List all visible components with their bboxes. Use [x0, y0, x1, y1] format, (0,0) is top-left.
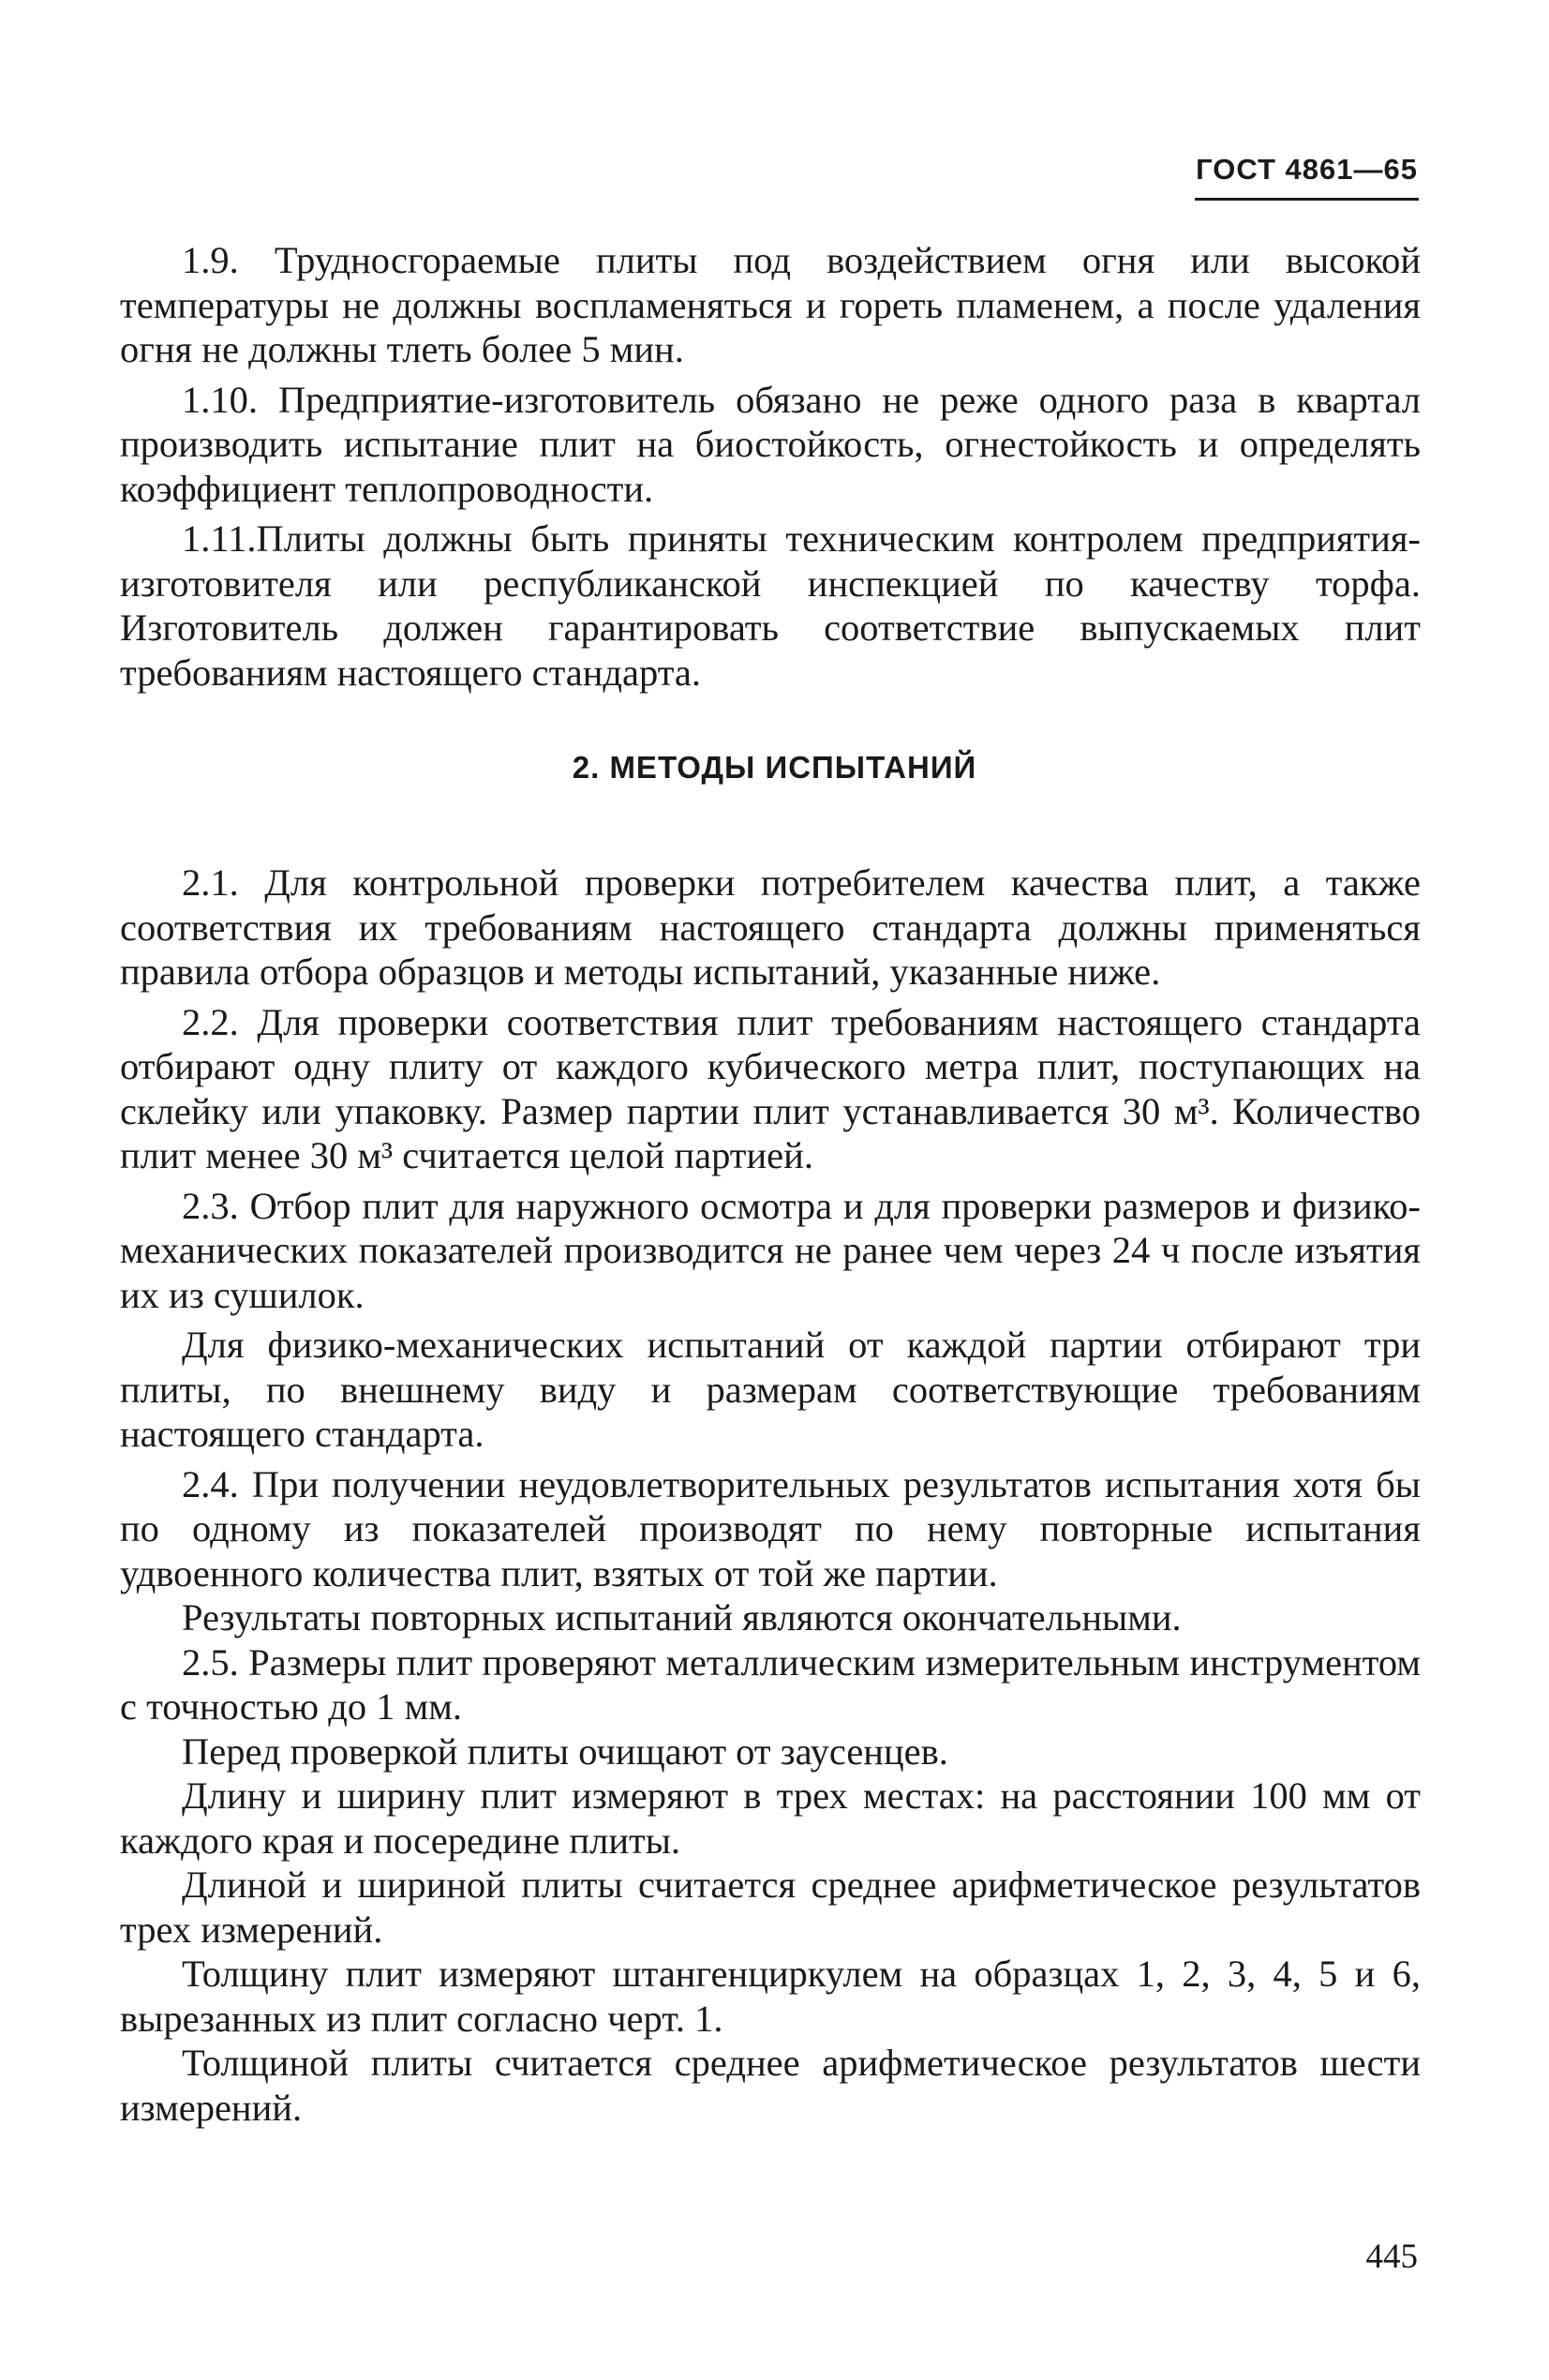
paragraph-1-10: 1.10. Предприятие-изготовитель обязано не реже одного раза в квартал производить испытание плит на биостойкость, огнестойкость и определять коэффициент теплопроводности. [120, 378, 1421, 510]
paragraph-2-1: 2.1. Для контрольной проверки потребителем качества плит, а также соответствия их требованиям настоящего стандарта должны применяться правила отбора образцов и методы испытаний, указанные ниже. [120, 861, 1421, 993]
paragraph-2-4-final: Результаты повторных испытаний являются окончательными. [182, 1596, 1182, 1639]
header-rule [1195, 198, 1419, 201]
paragraph-2-2: 2.2. Для проверки соответствия плит требованиям настоящего стандарта отбирают одну плиту от каждого кубического метра плит, поступающих на склейку или упаковку. Размер партии плит устанавливается 30 м³. Количество плит менее 30 м³ считается целой партией. [120, 1000, 1421, 1176]
section-2-text [120, 861, 1421, 2130]
paragraph-2-5-length-width: Длину и ширину плит измеряют в трех местах: на расстоянии 100 мм от каждого края и посередине плиты. [120, 1774, 1421, 1862]
paragraph-2-5: 2.5. Размеры плит проверяют металлическим измерительным инструментом с точностью до 1 мм. [120, 1640, 1421, 1728]
paragraph-1-11: 1.11.Плиты должны быть приняты техническим контролем предприятия-изготовителя или республиканской инспекцией по качеству торфа. Изготовитель должен гарантировать соответствие выпускаемых плит требованиям настоящего стандарта. [120, 517, 1421, 694]
paragraph-2-3-sampling: Для физико-механических испытаний от каждой партии отбирают три плиты, по внешнему виду и размерам соответствующие требованиям настоящего стандарта. [120, 1324, 1421, 1455]
document-code-header: ГОСТ 4861—65 [1196, 153, 1418, 186]
paragraph-2-5-deburr: Перед проверкой плиты очищают от заусенцев. [182, 1729, 948, 1773]
page-number: 445 [1365, 2238, 1418, 2276]
paragraph-1-9: 1.9. Трудносгораемые плиты под воздействием огня или высокой температуры не должны воспламеняться и гореть пламенем, а после удаления огня не должны тлеть более 5 мин. [120, 239, 1421, 370]
section-1-text [120, 238, 1421, 695]
paragraph-2-5-mean-thickness: Толщиной плиты считается среднее арифметическое результатов шести измерений. [120, 2042, 1421, 2129]
paragraph-2-5-mean-lw: Длиной и шириной плиты считается среднее арифметическое результатов трех измерений. [120, 1864, 1421, 1951]
paragraph-2-3: 2.3. Отбор плит для наружного осмотра и для проверки размеров и физико-механических показателей производится не ранее чем через 24 ч после изъятия их из сушилок. [120, 1184, 1421, 1316]
section-2-title: 2. МЕТОДЫ ИСПЫТАНИЙ [572, 750, 977, 785]
paragraph-2-5-thickness: Толщину плит измеряют штангенциркулем на образцах 1, 2, 3, 4, 5 и 6, вырезанных из плит согласно черт. 1. [120, 1953, 1421, 2040]
paragraph-2-4: 2.4. При получении неудовлетворительных результатов испытания хотя бы по одному из показателей производят по нему повторные испытания удвоенного количества плит, взятых от той же партии. [120, 1462, 1421, 1594]
